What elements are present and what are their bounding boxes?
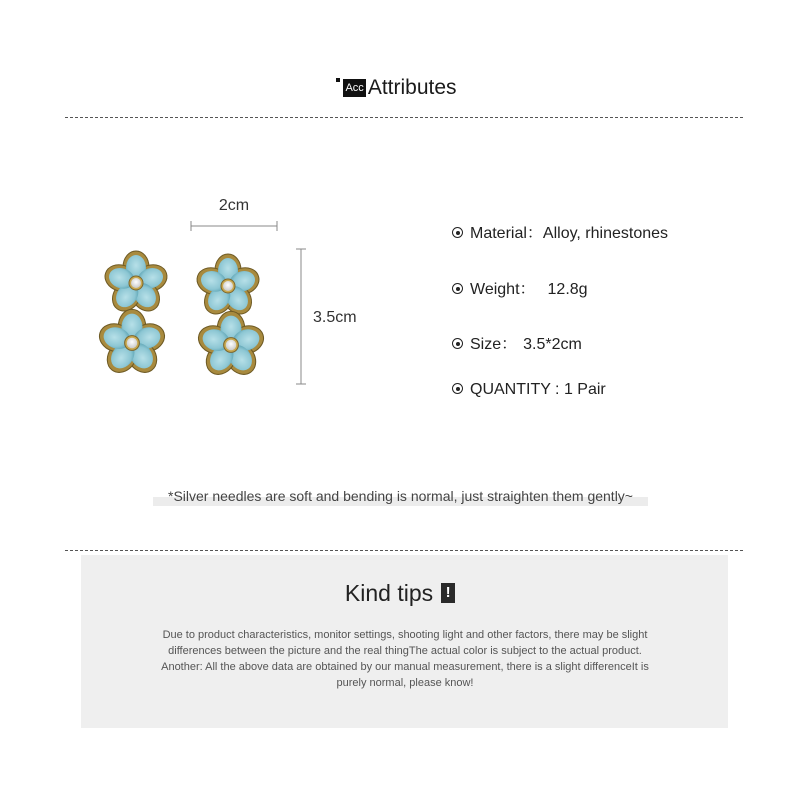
spec-material: [452, 220, 668, 243]
page-title: Attributes: [367, 76, 457, 99]
spec-label: Material：: [470, 225, 543, 242]
care-note: *Silver needles are soft and bending is normal, just straighten them gently~: [153, 486, 648, 506]
tips-line: differences between the picture and the real thingThe actual color is subject to the actual product.: [168, 645, 642, 657]
spec-quantity: [452, 381, 606, 399]
bullet-icon: [452, 227, 463, 238]
tips-title: Kind tips: [344, 580, 434, 606]
title-badge: Acc: [343, 79, 365, 97]
spec-value: Alloy, rhinestones: [542, 225, 669, 242]
tips-line: purely normal, please know!: [336, 677, 474, 689]
width-label: 2cm: [218, 197, 250, 214]
spec-label: QUANTITY : 1 Pair: [470, 381, 606, 398]
tips-heading: [0, 580, 800, 607]
tips-line: Due to product characteristics, monitor settings, shooting light and other factors, there may be slight: [162, 629, 648, 641]
spec-weight: [452, 276, 588, 299]
height-label: 3.5cm: [313, 309, 357, 326]
spec-label: Weight：: [470, 281, 536, 298]
earring-left: [96, 251, 171, 378]
width-dimension-line: [191, 221, 277, 231]
bullet-icon: [452, 338, 463, 349]
bullet-icon: [452, 283, 463, 294]
spec-label: Size：: [470, 336, 518, 353]
bottom-divider: [65, 550, 743, 551]
exclamation-icon: !: [441, 583, 455, 603]
bullet-icon: [452, 383, 463, 394]
earring-right: [194, 254, 268, 380]
spec-value: 12.8g: [547, 281, 588, 298]
height-dimension-line: [296, 249, 306, 384]
tips-body: [120, 627, 690, 691]
spec-size: [452, 331, 582, 354]
spec-value: 3.5*2cm: [523, 336, 582, 353]
tips-line: Another: All the above data are obtained by our manual measurement, there is a slight differenceIt is: [161, 661, 649, 673]
